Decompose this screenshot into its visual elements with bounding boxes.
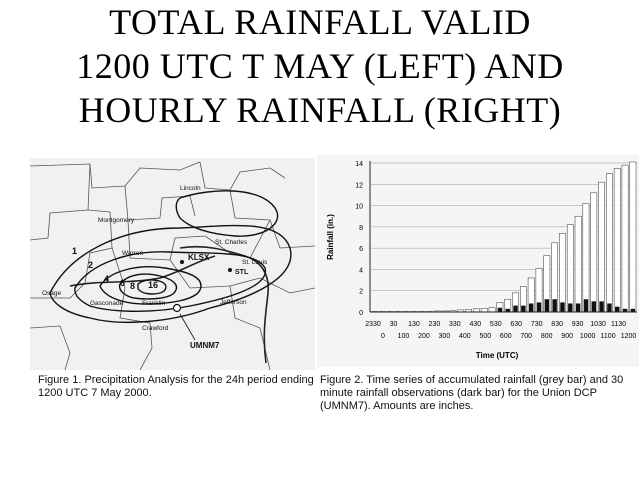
label-umnm7: UMNM7 bbox=[190, 341, 220, 350]
y-tick-label: 12 bbox=[355, 182, 363, 190]
thirty-minute-bar bbox=[592, 301, 596, 312]
x-tick-label-upper: 530 bbox=[489, 321, 502, 328]
x-axis-label: Time (UTC) bbox=[475, 351, 519, 360]
slide-title bbox=[0, 0, 640, 132]
contour-label-16: 16 bbox=[148, 280, 159, 290]
x-tick-label-lower: 200 bbox=[418, 333, 430, 340]
accumulated-bar bbox=[567, 225, 573, 312]
label-franklin: Franklin bbox=[142, 300, 166, 307]
x-tick-label-upper: 230 bbox=[428, 321, 441, 328]
x-tick-label-upper: 730 bbox=[530, 321, 543, 328]
accumulated-bar bbox=[489, 308, 495, 312]
thirty-minute-bar bbox=[552, 299, 556, 312]
accumulated-bar bbox=[598, 182, 604, 312]
accumulated-bar bbox=[591, 193, 597, 312]
y-tick-label: 8 bbox=[359, 224, 363, 232]
label-crawford: Crawford bbox=[142, 325, 169, 332]
x-tick-label-lower: 400 bbox=[459, 333, 471, 340]
x-tick-label-upper: 130 bbox=[408, 321, 420, 328]
thirty-minute-bar bbox=[607, 303, 611, 312]
x-tick-label-lower: 500 bbox=[479, 333, 492, 340]
label-jefferson: Jefferson bbox=[220, 299, 247, 306]
y-tick-label: 0 bbox=[359, 310, 363, 317]
accumulated-bar bbox=[606, 174, 612, 312]
x-tick-label-upper: 430 bbox=[469, 321, 482, 328]
thirty-minute-bar bbox=[513, 306, 517, 312]
chart-svg bbox=[317, 155, 639, 367]
precipitation-map bbox=[30, 158, 315, 370]
thirty-minute-bar bbox=[560, 302, 564, 312]
x-tick-label-lower: 300 bbox=[438, 333, 451, 340]
x-tick-label-upper: 30 bbox=[389, 321, 398, 328]
map-caption: Figure 1. Precipitation Analysis for the 24h period ending 1200 UTC 7 May 2000. bbox=[38, 374, 314, 399]
x-tick-label-lower: 1000 bbox=[579, 333, 596, 340]
map-svg bbox=[30, 158, 315, 370]
accumulated-bar bbox=[630, 162, 636, 312]
title-line-3: HOURLY RAINFALL (RIGHT) bbox=[78, 90, 562, 130]
x-tick-label-lower: 1100 bbox=[600, 333, 616, 340]
y-tick-label: 10 bbox=[355, 203, 363, 211]
klsx-marker bbox=[180, 260, 184, 264]
contour-label-6: 6 bbox=[120, 278, 126, 288]
contour-label-4: 4 bbox=[104, 274, 110, 284]
thirty-minute-bar bbox=[584, 299, 588, 312]
thirty-minute-bar bbox=[545, 299, 549, 312]
umnm7-pointer bbox=[180, 314, 195, 340]
rainfall-chart bbox=[317, 155, 639, 367]
x-tick-label-upper: 830 bbox=[551, 321, 563, 328]
x-tick-label-lower: 900 bbox=[561, 333, 573, 340]
thirty-minute-bar bbox=[615, 307, 619, 312]
x-tick-label-upper: 630 bbox=[510, 321, 523, 328]
chart-caption: Figure 2. Time series of accumulated rainfall (grey bar) and 30 minute rainfall observations (dark bar) for the Union DCP (UMNM7). Amounts are inches. bbox=[320, 374, 624, 412]
label-st-charles: St. Charles bbox=[215, 239, 248, 246]
x-tick-label-lower: 600 bbox=[499, 333, 512, 340]
thirty-minute-bar bbox=[568, 303, 572, 312]
thirty-minute-bar bbox=[576, 303, 580, 312]
accumulated-bar bbox=[559, 233, 565, 312]
label-montgomery: Montgomery bbox=[98, 217, 135, 224]
accumulated-bar bbox=[622, 165, 628, 312]
contour-label-2: 2 bbox=[88, 260, 94, 270]
label-st-louis: St. Louis bbox=[242, 259, 268, 266]
thirty-minute-bar bbox=[537, 302, 541, 312]
y-tick-label: 6 bbox=[359, 246, 363, 254]
x-tick-label-lower: 100 bbox=[397, 333, 410, 340]
umnm7-marker bbox=[174, 305, 181, 312]
thirty-minute-bar bbox=[529, 303, 533, 312]
x-tick-label-upper: 330 bbox=[449, 321, 461, 328]
x-tick-label-upper: 1130 bbox=[611, 321, 627, 328]
stl-marker bbox=[228, 268, 232, 272]
label-klsx: KLSX bbox=[188, 253, 210, 262]
title-line-1: TOTAL RAINFALL VALID bbox=[109, 2, 531, 42]
y-tick-label: 2 bbox=[359, 288, 363, 296]
contour-label-1: 1 bbox=[72, 246, 78, 256]
label-stl: STL bbox=[235, 269, 249, 276]
label-gasconade: Gasconade bbox=[90, 300, 124, 307]
title-line-2: 1200 UTC T MAY (LEFT) AND bbox=[76, 46, 564, 86]
thirty-minute-bar bbox=[498, 308, 502, 312]
x-tick-label-upper: 2330 bbox=[365, 321, 381, 328]
x-tick-label-lower: 1200 bbox=[620, 333, 637, 340]
x-tick-label-upper: 930 bbox=[571, 321, 584, 328]
x-tick-labels bbox=[365, 321, 636, 340]
y-axis-label: Rainfall (in.) bbox=[326, 214, 335, 260]
thirty-minute-bar bbox=[521, 306, 525, 312]
accumulated-bar bbox=[583, 203, 589, 312]
label-lincoln: Lincoln bbox=[180, 185, 201, 192]
accumulated-bar bbox=[575, 216, 581, 312]
label-warren: Warren bbox=[122, 250, 144, 257]
y-tick-labels bbox=[355, 161, 363, 317]
x-tick-label-lower: 0 bbox=[381, 333, 385, 340]
x-tick-label-upper: 1030 bbox=[590, 321, 606, 328]
county-boundaries bbox=[30, 162, 315, 370]
contour-label-8: 8 bbox=[130, 281, 136, 291]
label-osage: Osage bbox=[42, 290, 62, 297]
x-tick-label-lower: 700 bbox=[520, 333, 533, 340]
y-tick-label: 14 bbox=[355, 161, 363, 168]
thirty-minute-bar bbox=[599, 301, 603, 312]
y-tick-label: 4 bbox=[359, 267, 363, 275]
x-tick-label-lower: 800 bbox=[540, 333, 553, 340]
accumulated-bar bbox=[614, 168, 620, 312]
accumulated-bar bbox=[481, 308, 487, 312]
